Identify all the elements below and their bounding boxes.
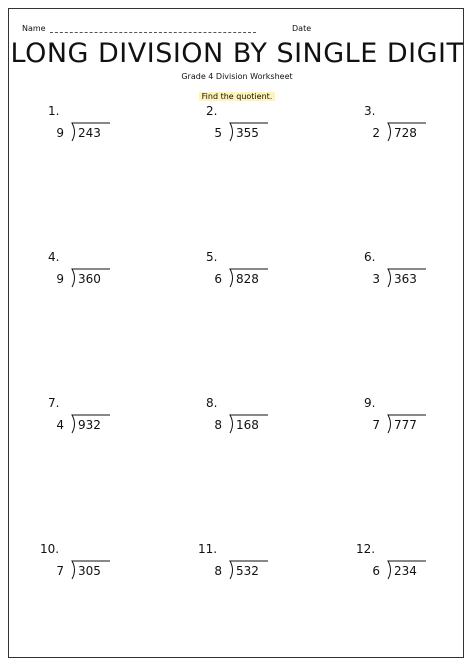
dividend: 828 <box>236 272 259 286</box>
problem-number: 6. <box>364 250 376 264</box>
worksheet-title: LONG DIVISION BY SINGLE DIGIT <box>10 38 464 69</box>
dividend: 234 <box>394 564 417 578</box>
problem-5 <box>206 250 336 310</box>
dividend: 932 <box>78 418 101 432</box>
problem-number: 11. <box>198 542 218 556</box>
divisor: 4 <box>56 418 64 432</box>
problem-3 <box>364 104 474 164</box>
problem-number: 2. <box>206 104 218 118</box>
problem-10 <box>40 542 170 602</box>
divisor: 9 <box>56 272 64 286</box>
problem-11 <box>198 542 328 602</box>
worksheet-subtitle: Grade 4 Division Worksheet <box>181 72 293 81</box>
divisor: 2 <box>372 126 380 140</box>
divisor: 9 <box>56 126 64 140</box>
problem-number: 1. <box>48 104 60 118</box>
divisor: 6 <box>214 272 222 286</box>
divisor: 6 <box>372 564 380 578</box>
problem-6 <box>364 250 474 310</box>
date-label: Date <box>292 24 312 33</box>
name-field-row <box>22 24 256 33</box>
problem-4 <box>48 250 178 310</box>
problem-number: 4. <box>48 250 60 264</box>
dividend: 532 <box>236 564 259 578</box>
name-label: Name <box>22 24 46 33</box>
dividend: 728 <box>394 126 417 140</box>
problem-number: 7. <box>48 396 60 410</box>
problem-7 <box>48 396 178 456</box>
divisor: 5 <box>214 126 222 140</box>
problem-number: 3. <box>364 104 376 118</box>
divisor: 8 <box>214 418 222 432</box>
problem-number: 5. <box>206 250 218 264</box>
divisor: 8 <box>214 564 222 578</box>
divisor: 3 <box>372 272 380 286</box>
divisor: 7 <box>372 418 380 432</box>
problem-2 <box>206 104 336 164</box>
dividend: 363 <box>394 272 417 286</box>
dividend: 355 <box>236 126 259 140</box>
dividend: 243 <box>78 126 101 140</box>
divisor: 7 <box>56 564 64 578</box>
problem-1 <box>48 104 178 164</box>
dividend: 360 <box>78 272 101 286</box>
problem-number: 8. <box>206 396 218 410</box>
problem-9 <box>364 396 474 456</box>
problem-8 <box>206 396 336 456</box>
problem-number: 9. <box>364 396 376 410</box>
instruction-text: Find the quotient. <box>199 92 276 101</box>
name-field-line[interactable] <box>50 24 256 33</box>
dividend: 305 <box>78 564 101 578</box>
problem-number: 12. <box>356 542 376 556</box>
problem-number: 10. <box>40 542 60 556</box>
date-field-row <box>292 24 439 33</box>
dividend: 777 <box>394 418 417 432</box>
dividend: 168 <box>236 418 259 432</box>
instruction-wrapper <box>0 84 474 103</box>
problem-12 <box>356 542 474 602</box>
